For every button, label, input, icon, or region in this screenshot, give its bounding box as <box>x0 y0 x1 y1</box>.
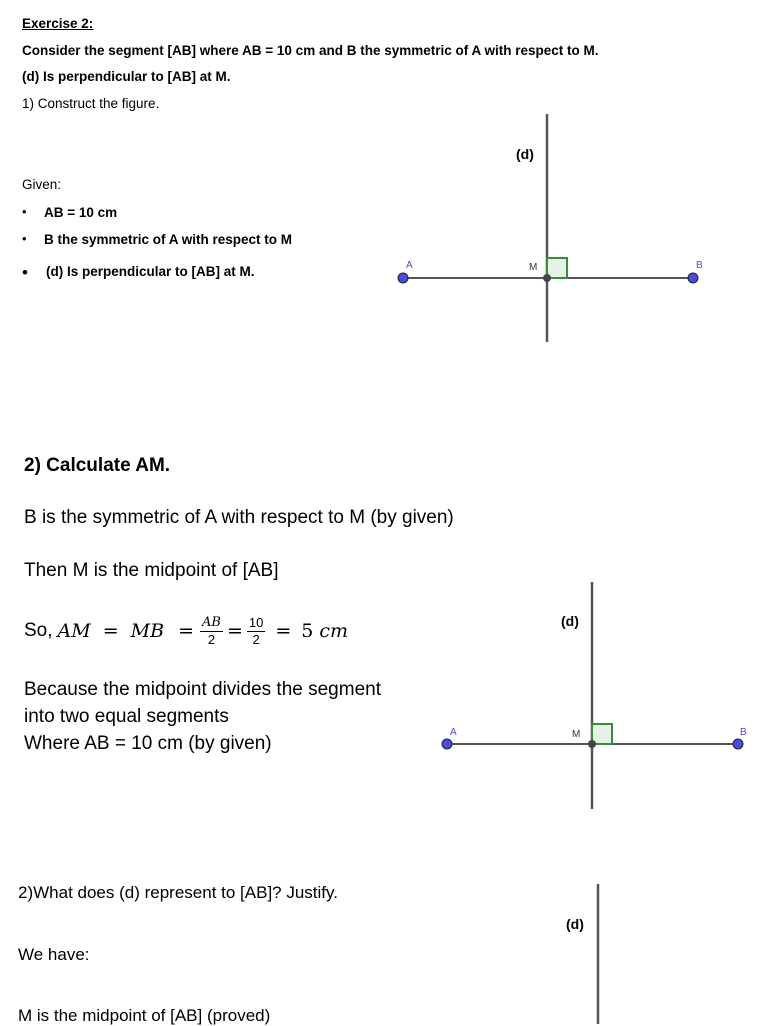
given-item: AB = 10 cm <box>44 205 118 220</box>
perpendicular-figure-1 <box>398 114 703 342</box>
right-angle-mark <box>592 724 612 744</box>
question-1: 1) Construct the figure. <box>22 96 160 111</box>
point-m <box>543 274 551 282</box>
because-line-3: Where AB = 10 cm (by given) <box>24 733 272 754</box>
point-m <box>588 740 596 748</box>
section-2-heading: 2) Calculate AM. <box>24 455 171 476</box>
bullet-icon: • <box>22 263 28 282</box>
because-line-2: into two equal segments <box>24 706 229 727</box>
fraction-denominator: 2 <box>252 631 260 647</box>
fraction-ab-over-2 <box>200 615 223 648</box>
mb-symbol: MB <box>130 620 165 642</box>
right-angle-mark <box>547 258 567 278</box>
label-b: B <box>740 727 747 738</box>
point-b <box>733 739 743 749</box>
we-have-label: We have: <box>18 945 90 964</box>
result-unit: cm <box>319 620 349 642</box>
equals-sign: = <box>226 620 243 642</box>
given-item: (d) Is perpendicular to [AB] at M. <box>46 264 255 279</box>
label-b: B <box>696 260 703 271</box>
point-a <box>398 273 408 283</box>
point-a <box>442 739 452 749</box>
because-line-1: Because the midpoint divides the segment <box>24 679 381 700</box>
label-a: A <box>406 260 413 271</box>
label-a: A <box>450 727 457 738</box>
given-label: Given: <box>22 177 62 192</box>
point-b <box>688 273 698 283</box>
calculation-line <box>24 610 348 652</box>
fraction-numerator: 10 <box>248 614 264 630</box>
label-d: (d) <box>516 146 534 162</box>
statement-line-1: Consider the segment [AB] where AB = 10 cm and B the symmetric of A with respect to M. <box>22 43 599 58</box>
label-d: (d) <box>566 916 584 932</box>
bullet-icon: • <box>22 204 27 219</box>
perpendicular-figure-2 <box>442 582 747 809</box>
section-2-line-2: Then M is the midpoint of [AB] <box>24 560 279 581</box>
label-d: (d) <box>561 613 579 629</box>
exercise-title: Exercise 2: <box>22 16 94 31</box>
equals-sign: = <box>275 620 292 642</box>
equals-sign: = <box>178 620 194 642</box>
so-label: So, <box>24 620 53 641</box>
statement-line-2: (d) Is perpendicular to [AB] at M. <box>22 69 231 84</box>
equals-sign: = <box>102 620 119 642</box>
label-m: M <box>529 262 538 273</box>
bullet-icon: • <box>22 231 27 246</box>
fraction-denominator: 2 <box>207 631 216 647</box>
section-3-heading: 2)What does (d) represent to [AB]? Justify. <box>18 883 338 902</box>
section-3-line-1: M is the midpoint of [AB] (proved) <box>18 1006 271 1025</box>
perpendicular-figure-3 <box>566 884 598 1024</box>
result-value: 5 <box>301 620 314 642</box>
section-2-line-1: B is the symmetric of A with respect to M (by given) <box>24 507 454 528</box>
label-m: M <box>572 729 581 740</box>
fraction-10-over-2 <box>247 615 265 648</box>
am-symbol: AM <box>57 620 91 642</box>
fraction-numerator: AB <box>201 614 221 630</box>
given-item: B the symmetric of A with respect to M <box>44 232 293 247</box>
